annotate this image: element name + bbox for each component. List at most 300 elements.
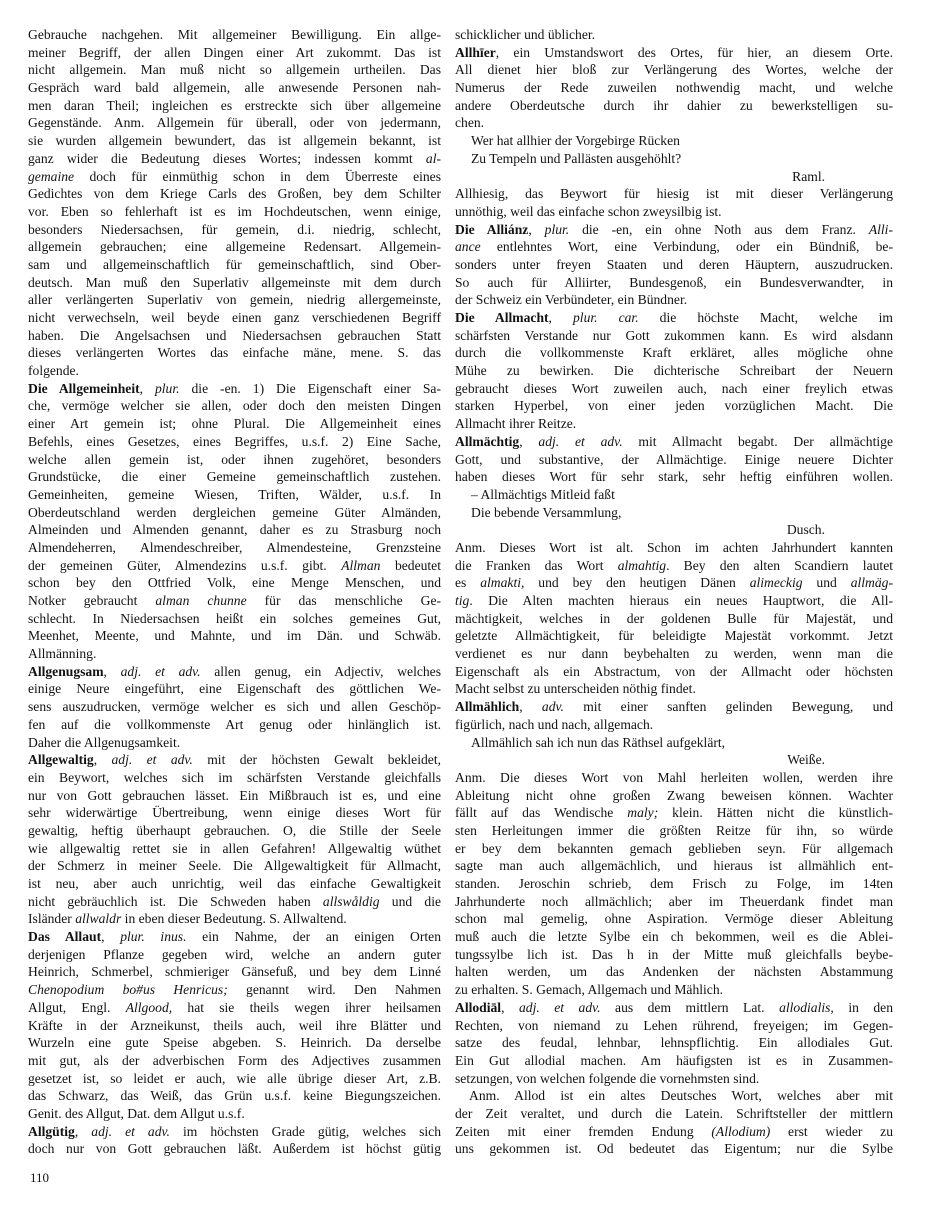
text-line	[455, 893, 893, 911]
text-segment: gemaine	[28, 168, 75, 184]
text-line	[455, 451, 893, 469]
text-line	[28, 557, 441, 575]
text-line	[28, 238, 441, 256]
text-segment: ,	[528, 221, 545, 237]
text-segment: maly;	[627, 805, 659, 821]
text-segment: aus dem mittlern Lat.	[600, 999, 780, 1015]
text-segment: allen genug, ein Adjectiv, welches	[200, 663, 441, 679]
headword: Das Allaut	[28, 929, 102, 945]
text-segment: die -en, ein ohne Noth aus dem Franz.	[569, 221, 869, 237]
text-line	[28, 610, 441, 628]
text-segment: bedeutet	[380, 557, 441, 573]
text-segment: almahtig	[617, 557, 667, 573]
text-segment: haben. Die Angelsachsen und Niedersachsen gebrauchen Statt	[28, 327, 441, 343]
text-segment: vor. Eben so fehlerhaft ist es im Hochdeutschen, wenn einige,	[28, 203, 441, 219]
text-segment: standen. Jeroschin schrieb, dem Frisch zu Folge, im 14ten	[455, 876, 893, 891]
text-line	[28, 1105, 441, 1123]
text-line	[455, 291, 893, 309]
text-segment: plur.	[154, 380, 180, 396]
text-line	[28, 1140, 441, 1158]
text-line	[455, 1052, 893, 1070]
text-segment: che, vermöge welcher sie allen, oder doch den meisten Dingen	[28, 398, 441, 414]
text-segment: tungssylbe lich ist. Das h in der Mitte muß gleichfalls beybe-	[455, 946, 893, 962]
text-line	[455, 486, 893, 504]
text-segment: almakti,	[480, 575, 525, 591]
text-segment: ,	[74, 1123, 92, 1139]
text-line	[28, 928, 441, 946]
page-number: 110	[30, 1170, 50, 1185]
text-segment: Rechten, von niemand zu Lehen rührend, freyeigen; im Gegen-	[455, 1017, 893, 1033]
text-line	[455, 114, 893, 132]
text-segment: mit der höchsten Gewalt bekleidet,	[192, 752, 441, 768]
text-segment: adv.	[541, 699, 564, 715]
text-line	[455, 663, 893, 681]
text-line	[28, 627, 441, 645]
text-line	[28, 698, 441, 716]
text-line	[455, 716, 893, 734]
text-segment: er bey dem bekannten gemach geblieben seyn. Für allgemach	[455, 840, 893, 856]
text-line	[28, 1087, 441, 1105]
text-segment: Zeiten mit einer fremden Endung	[455, 1123, 712, 1139]
text-line	[455, 362, 893, 380]
text-segment: ,	[93, 752, 112, 768]
text-segment: ,	[101, 929, 121, 945]
text-line	[455, 875, 893, 893]
text-line	[455, 380, 893, 398]
text-segment: Anm. Dieses Wort ist alt. Schon im achten Jahrhundert kannten	[455, 539, 893, 555]
text-segment: Gegenstände. Anm. Allgemein für überall, oder von jedermann,	[28, 115, 441, 131]
text-line	[28, 910, 441, 928]
text-line	[455, 344, 893, 362]
text-line	[455, 928, 893, 946]
text-segment: adj. et adv.	[111, 752, 193, 768]
text-line	[28, 1052, 441, 1070]
text-segment: plur. inus.	[120, 929, 187, 945]
text-line	[455, 221, 893, 239]
text-segment: hat sie theils wegen ihrer heilsamen	[172, 999, 441, 1015]
text-line	[455, 97, 893, 115]
text-line	[28, 504, 441, 522]
text-line	[28, 433, 441, 451]
text-segment: mächtigkeit, welches in der goldenen Bulle für Majestät, und	[455, 610, 893, 626]
text-segment: besonders Niedersachsen, für gemein, d.i. niedrig, schlecht,	[28, 221, 441, 237]
text-segment: allodialis,	[779, 999, 834, 1015]
text-line	[455, 185, 893, 203]
text-line	[455, 574, 893, 592]
headword: Allgenugsam	[28, 663, 104, 679]
text-segment: gewaltig, heftig überhaupt gebrauchen. O, die Stille der Seele	[28, 822, 441, 838]
text-line	[455, 804, 893, 822]
text-segment: aller verlängerten Superlativ von gemein, niedrig allergemeinste,	[28, 292, 441, 308]
text-segment: Daher die Allgenugsamkeit.	[28, 734, 181, 750]
text-line	[455, 256, 893, 274]
text-segment: haben dieses Wort für sehr stark, sehr heftig einführen wollen.	[455, 469, 893, 485]
text-segment: Notker gebraucht	[28, 593, 156, 608]
headword: Allgütig	[28, 1123, 75, 1139]
text-line	[455, 468, 893, 486]
text-line	[28, 309, 441, 327]
text-line	[28, 539, 441, 557]
text-line	[455, 26, 893, 44]
text-line	[455, 680, 893, 698]
text-segment: Zu Tempeln und Pallästen ausgehöhlt?	[471, 150, 682, 166]
text-segment: mit Allmacht begabt. Der allmächtige	[622, 433, 893, 449]
text-line	[455, 840, 893, 858]
text-segment: . Die Alten machten hieraus ein neues Hauptwort, die All-	[469, 593, 893, 608]
text-line	[28, 185, 441, 203]
text-line	[455, 1034, 893, 1052]
text-segment: mit einer sanften gelinden Bewegung, und	[563, 699, 893, 715]
text-segment: . Bey den alten Scandiern lautet	[666, 557, 893, 573]
text-segment: adj. et adv.	[120, 663, 201, 679]
text-segment: Genit. des Allgut, Dat. dem Allgut u.s.f.	[28, 1105, 245, 1121]
text-segment: die -en. 1) Die Eigenschaft einer Sa-	[179, 380, 441, 396]
text-segment: schärfsten Verstande nur Gott zukommen kann. Es wird alsdann	[455, 327, 893, 343]
text-line	[28, 521, 441, 539]
text-line	[28, 680, 441, 698]
text-segment: ein Beywort, welches sich im schärfsten Verstande gleichfalls	[28, 769, 441, 785]
text-segment: schon mal gemelig, ohne Aspiration. Vermöge dieser Ableitung	[455, 911, 893, 927]
text-segment: Numerus der Rede zuweilen nothwendig macht, und welche	[455, 80, 893, 96]
text-segment: allgemein gebrauchen; eine allgemeine Redensart. Allgemein-	[28, 239, 441, 255]
text-segment: halten werden, um das Andenken der nächsten Abstammung	[455, 964, 893, 980]
text-line	[455, 1105, 893, 1123]
text-segment: in den	[833, 999, 893, 1015]
text-segment: allmäg-	[850, 575, 893, 591]
text-line	[28, 574, 441, 592]
text-segment: plur. car.	[573, 310, 639, 325]
text-segment: doch für einmüthig schon in dem Überreste eines	[74, 168, 441, 184]
text-segment: zu erhalten. S. Gemach, Allgemach und Mählich.	[455, 982, 724, 998]
text-line	[28, 451, 441, 469]
column-left	[28, 26, 441, 1158]
text-line	[455, 504, 893, 522]
text-segment: Alli-	[868, 221, 893, 237]
text-line	[28, 61, 441, 79]
text-segment: sam und allgemeinschaftlich für gemeinschaftlich, sind Ober-	[28, 256, 441, 272]
text-line	[28, 168, 441, 186]
text-segment: unnöthig, weil das einfache schon zweysilbig ist.	[455, 203, 722, 219]
text-segment: fen auf die vollkommenste Art genug oder hinlänglich ist.	[28, 716, 441, 732]
text-line	[28, 256, 441, 274]
text-segment: Wurzeln eine gute Speise abgeben. S. Heinrich. Da derselbe	[28, 1035, 441, 1051]
text-line	[455, 1017, 893, 1035]
text-segment: ,	[139, 380, 155, 396]
text-segment: ganz wider die Bedeutung dieses Wortes; indessen kommt	[28, 150, 426, 166]
text-line	[455, 433, 893, 451]
text-segment: ,	[548, 310, 573, 325]
text-line	[455, 557, 893, 575]
text-line	[455, 44, 893, 62]
text-segment: und die	[379, 893, 441, 909]
text-segment: gesetzet ist, so leidet er auch, wie alle übrige dieser Art, z.B.	[28, 1070, 441, 1086]
text-line	[28, 1123, 441, 1141]
text-line	[28, 79, 441, 97]
text-segment: gebraucht dieses Wort zuweilen auch, nach einer freylich etwas	[455, 380, 893, 396]
text-line	[455, 415, 893, 433]
text-segment: nur von Gott gebrauchen lässet. Ein Mißbrauch ist es, und eine	[28, 787, 441, 803]
text-segment: der Zeit veraltet, und durch die Latein. Schriftsteller der mittlern	[455, 1105, 893, 1121]
text-segment: durch die vollkommenste Kraft erkläret, alles mögliche ohne	[455, 345, 893, 361]
text-segment: Allmacht ihrer Reitze.	[455, 416, 577, 432]
text-segment: deutsch. Man muß den Superlativ allgemeinste mit dem durch	[28, 274, 441, 290]
text-segment: So auch für Alliirter, Bundesgenoß, ein Bundesverwandter, in	[455, 274, 893, 290]
text-line	[455, 963, 893, 981]
text-segment: welche allen gemein ist, oder ihnen zugehöret, besonders	[28, 451, 441, 467]
text-segment: – Allmächtigs Mitleid faßt	[471, 486, 615, 502]
text-line	[455, 132, 893, 150]
headword: Allodiāl	[455, 999, 502, 1015]
text-segment: sten Herleitungen immer die größten Reitze für ihn, so würde	[455, 822, 893, 838]
text-line	[28, 663, 441, 681]
text-line	[28, 362, 441, 380]
text-line	[28, 26, 441, 44]
text-segment: , ein Umstandswort des Ortes, für hier, an diesem Orte.	[495, 44, 893, 60]
text-line	[28, 716, 441, 734]
text-segment: fällt auf das Wendische	[455, 805, 628, 821]
text-line	[28, 999, 441, 1017]
text-segment: Gedichtes von dem Kriege Carls des Großen, bey dem Schilter	[28, 186, 441, 202]
text-line	[28, 380, 441, 398]
text-line	[28, 203, 441, 221]
text-segment: die Franken das Wort	[455, 557, 618, 573]
text-line	[28, 327, 441, 345]
text-line	[28, 1017, 441, 1035]
column-right	[455, 26, 893, 1158]
text-segment: es	[455, 575, 481, 591]
text-segment: ,	[519, 433, 539, 449]
text-line	[28, 486, 441, 504]
text-line	[455, 769, 893, 787]
text-line	[28, 397, 441, 415]
text-segment: Befehls, eines Gesetzes, eines Begriffes, u.s.f. 2) Eine Sache,	[28, 433, 441, 449]
text-segment: Allmählich sah ich nun das Räthsel aufgeklärt,	[471, 734, 726, 750]
text-segment: mit gut, als der adverbischen Form des Adjectives zusammen	[28, 1052, 441, 1068]
text-line	[28, 221, 441, 239]
text-line	[28, 1070, 441, 1088]
text-segment: Anm. Allod ist ein altes Deutsches Wort, welches aber mit	[469, 1088, 893, 1104]
text-line	[455, 981, 893, 999]
text-line	[455, 539, 893, 557]
text-segment: ,	[519, 699, 542, 715]
text-segment: genannt wird. Den Nahmen	[227, 982, 441, 998]
text-line	[28, 114, 441, 132]
text-segment: Gott, und substantive, der Allmächtige. Einige neuere Dichter	[455, 451, 893, 467]
text-line	[455, 857, 893, 875]
text-segment: Heinrich, Schmerbel, schmieriger Gänsefuß, und bey dem Linné	[28, 964, 441, 980]
text-line	[455, 1070, 893, 1088]
text-segment: Gebrauche nachgehen. Mit allgemeiner Bewilligung. Ein allge-	[28, 27, 441, 42]
text-line	[28, 804, 441, 822]
text-segment: Gemeinheiten, gemeine Wiesen, Triften, Wälder, u.s.f. In	[28, 486, 441, 502]
text-segment: Allmänning.	[28, 646, 97, 662]
text-line	[455, 698, 893, 716]
text-line	[455, 910, 893, 928]
text-segment: chen.	[455, 115, 485, 131]
text-segment: sens auszudrucken, vermöge welcher es sich und allen Geschöp-	[28, 699, 441, 715]
text-segment: Kräfte in der Arzneikunst, theils auch, weil ihre Blätter und	[28, 1017, 441, 1033]
text-segment: Meenhet, Meente, und Mahnte, und im Dän. und Schwäb.	[28, 628, 441, 644]
text-segment: schicklicher und üblicher.	[455, 27, 596, 42]
text-segment: sehr widerwärtige Übertreibung, wenn einige dieses Wort für	[28, 805, 441, 821]
text-segment: Isländer	[28, 911, 76, 927]
text-line	[28, 415, 441, 433]
text-line	[455, 61, 893, 79]
text-line	[455, 592, 893, 610]
text-segment: ein Nahme, der an einigen Orten	[186, 929, 441, 945]
text-segment: Weiße.	[787, 752, 825, 768]
text-line	[28, 840, 441, 858]
text-segment: derjenigen Pflanze gegeben wird, welche an andern guter	[28, 946, 441, 962]
text-segment: alman chunne	[155, 593, 247, 608]
text-line	[455, 734, 893, 752]
text-segment: Wer hat allhier der Vorgebirge Rücken	[471, 133, 680, 149]
text-line	[28, 274, 441, 292]
text-segment: schon bey den Ottfried Volk, eine Menge Menschen, und	[28, 575, 441, 591]
text-segment: der Schmerz in meiner Seele. Die Allgewaltigkeit für Allmacht,	[28, 858, 441, 874]
text-segment: Macht selbst zu unterscheiden nöthig findet.	[455, 681, 696, 697]
text-line	[28, 645, 441, 663]
text-segment: All dienet hier bloß zur Verlängerung des Wortes, welche der	[455, 62, 893, 78]
text-line	[28, 981, 441, 999]
text-segment: Jahrhunderte noch allmächlich; aber im Theuerdank findet man	[455, 893, 893, 909]
text-line	[28, 1034, 441, 1052]
text-line	[28, 468, 441, 486]
text-segment: Grundstücke, die einer Gemeine gemeinschaftlich zustehen.	[28, 469, 441, 485]
text-segment: muß auch die letzte Sylbe ein ch bekommen, weil es die Ablei-	[455, 929, 893, 945]
text-segment: sie wurden allgemein bewundert, das ist allgemein bekannt, ist	[28, 133, 441, 149]
text-segment: geletzte Allmächtigkeit, für beleidigte Majestät vorkommt. Jetzt	[455, 628, 893, 644]
text-segment: Allman	[341, 557, 381, 573]
text-segment: Gespräch ward bald allgemein, alle anwesende Personen nah-	[28, 80, 441, 96]
headword: Allmählich	[455, 699, 520, 715]
text-segment: sagte man auch allgemächlich, und hieraus ist allmählich ent-	[455, 858, 893, 874]
text-segment: alimeckig	[749, 575, 803, 591]
text-segment: klein. Hätten nicht die künstlich-	[658, 805, 893, 821]
headword: Die Allgemeinheit	[28, 380, 140, 396]
text-segment: Allgut, Engl.	[28, 999, 126, 1015]
text-line	[28, 751, 441, 769]
headword: Allgewaltig	[28, 752, 94, 768]
text-segment: meiner Begriff, der allen Dingen einer Art zukommt. Das ist	[28, 44, 441, 60]
text-segment: Die bebende Versammlung,	[471, 504, 622, 520]
text-segment: allswåldig	[322, 893, 380, 909]
text-segment: al-	[425, 150, 441, 166]
text-segment: der gemeinen Güter, Almendezins u.s.f. gibt.	[28, 557, 342, 573]
text-line	[455, 397, 893, 415]
text-segment: satze des feudal, lehnbar, lehnspflichtig. Ein allodiales Gut.	[455, 1035, 893, 1051]
text-segment: Chenopodium bo#us Henricus;	[28, 982, 228, 998]
text-segment: Oberdeutschland werden dergleichen gemeine Güter Almänden,	[28, 504, 441, 520]
text-segment: plur.	[544, 221, 570, 237]
text-segment: uns gekommen ist. Od bedeutet das Eigentum; nur die Sylbe	[455, 1141, 893, 1157]
text-line	[455, 327, 893, 345]
text-segment: wie allgewaltig rettet sie in allen Gefahren! Allgewaltig wüthet	[28, 840, 441, 856]
text-line	[455, 822, 893, 840]
attribution-line	[455, 521, 893, 539]
text-segment: Almeinden und Almenden genannt, daher es zu Strasburg noch	[28, 522, 441, 538]
text-segment: Allgood,	[125, 999, 173, 1015]
text-segment: doch nur von Gott gebrauchen läßt. Außerdem ist höchst gütig	[28, 1141, 441, 1157]
text-line	[455, 999, 893, 1017]
text-segment: Anm. Die dieses Wort von Mahl herleiten wollen, werden ihre	[455, 769, 893, 785]
text-segment: Allhiesig, das Beywort für hiesig ist mit dieser Verlängerung	[455, 186, 893, 202]
headword: Die Alliánz	[455, 221, 529, 237]
text-segment: Eigenschaft als ein Abstractum, von der Allmacht oder höchsten	[455, 663, 893, 679]
text-line	[28, 97, 441, 115]
headword: Die Allmacht	[455, 310, 549, 325]
text-line	[455, 203, 893, 221]
text-line	[455, 787, 893, 805]
text-line	[28, 946, 441, 964]
text-line	[28, 822, 441, 840]
text-line	[455, 309, 893, 327]
text-line	[455, 946, 893, 964]
text-segment: folgende.	[28, 363, 79, 379]
text-line	[455, 610, 893, 628]
text-segment: Ableitung nicht ohne großen Zwang beweisen können. Wachter	[455, 787, 893, 803]
text-segment: men daran Theil; ingleichen es erstreckte sich über allgemeine	[28, 97, 441, 113]
text-segment: ,	[501, 999, 519, 1015]
text-line	[28, 875, 441, 893]
attribution-line	[455, 751, 893, 769]
text-line	[455, 627, 893, 645]
text-line	[28, 734, 441, 752]
text-line	[455, 1140, 893, 1158]
text-segment: tig	[455, 593, 470, 608]
text-line	[455, 150, 893, 168]
text-segment: ance	[455, 239, 481, 255]
text-line	[28, 592, 441, 610]
text-line	[28, 150, 441, 168]
text-line	[455, 645, 893, 663]
text-segment: verdienet es nur dann beybehalten zu werden, wenn man die	[455, 646, 893, 662]
text-segment: der Schweiz ein Verbündeter, ein Bündner.	[455, 292, 688, 308]
text-segment: und bey den heutigen Dänen	[524, 575, 750, 591]
text-segment: andere Oberdeutsche durch ihr dahier zu bewerkstelligen su-	[455, 97, 893, 113]
text-segment: adj. et adv.	[538, 433, 623, 449]
text-segment: und	[802, 575, 851, 591]
text-line	[28, 344, 441, 362]
text-line	[455, 238, 893, 256]
text-line	[28, 44, 441, 62]
text-segment: einer Art gemein ist; ohne Plural. Die Allgemeinheit eines	[28, 416, 441, 432]
headword: Allmächtig	[455, 433, 520, 449]
text-segment: setzungen, von welchen folgende die vornehmsten sind.	[455, 1070, 760, 1086]
text-segment: in eben dieser Bedeutung. S. Allwaltend.	[121, 911, 347, 927]
text-segment: dieses verlängerten Wortes das einfache mäne, mene. S. das	[28, 345, 441, 361]
text-segment: einige Neure eingeführt, eine Eigenschaft des göttlichen We-	[28, 681, 441, 697]
text-line	[455, 274, 893, 292]
text-segment: allwaldr	[75, 911, 122, 927]
text-segment: adj. et adv.	[518, 999, 601, 1015]
text-line	[455, 1123, 893, 1141]
text-segment: erst wieder zu	[770, 1123, 893, 1139]
text-segment: starken Hyperbel, von einer jeden vorzüglichen Macht. Die	[455, 398, 893, 414]
text-segment: Almendeherren, Almendeschreiber, Almendesteine, Grenzsteine	[28, 539, 441, 555]
text-segment: das Schwarz, das Weiß, das Grün u.s.f. keine Biegungszeichen.	[28, 1088, 441, 1104]
text-line	[28, 857, 441, 875]
text-line	[455, 1087, 893, 1105]
attribution-line	[455, 168, 893, 186]
text-line	[455, 79, 893, 97]
text-segment: Mühe zu bewirken. Die dichterische Schreibart der Neuern	[455, 363, 893, 379]
text-segment: schlecht. In Niedersachsen heißt ein solches gemeines Gut,	[28, 610, 441, 626]
text-segment: nicht gebräuchlich ist. Die Schweden haben	[28, 893, 323, 909]
text-line	[28, 893, 441, 911]
headword: Allhīer	[455, 44, 496, 60]
text-segment: die höchste Macht, welche im	[638, 310, 893, 325]
